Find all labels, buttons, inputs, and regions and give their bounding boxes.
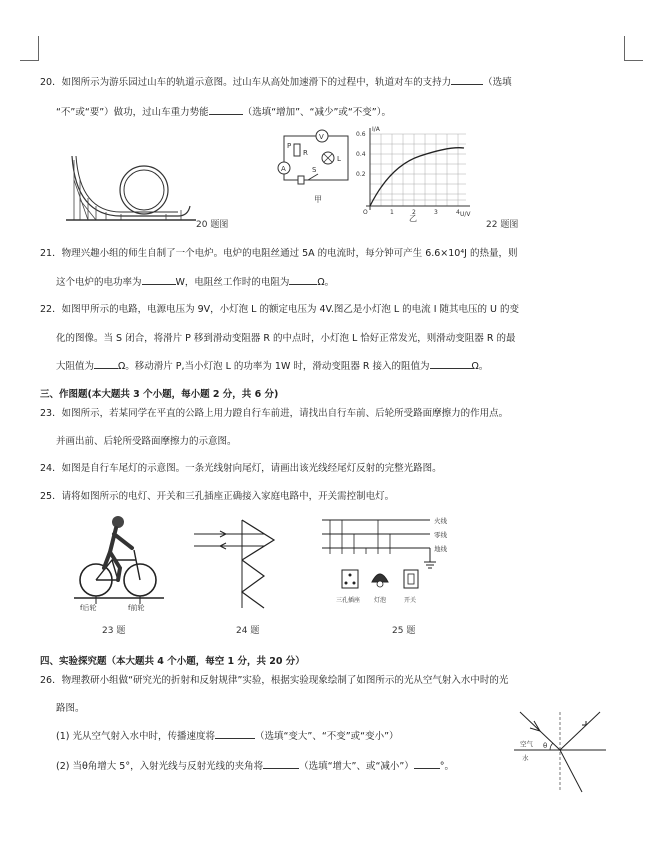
graph-y-tick: 0.6	[356, 131, 366, 138]
q26-text: （选填“增大”、或“减小”）	[299, 761, 414, 772]
label-neutral: 零线	[434, 531, 447, 539]
graph-x-tick: 4	[456, 209, 460, 216]
refracted-ray	[560, 750, 582, 792]
iu-curve	[370, 148, 464, 206]
f-front-label: f前轮	[128, 604, 145, 612]
coaster-track-outer	[72, 156, 190, 216]
q22-blank-1[interactable]	[94, 368, 118, 369]
graph-x-tick: 3	[434, 209, 438, 216]
circuit-diagram-jia	[278, 124, 358, 192]
q20-line2	[56, 104, 391, 118]
caption-25: 25 题	[392, 626, 416, 636]
graph-origin: O	[363, 209, 368, 216]
ground-symbol	[424, 562, 436, 568]
q23-line2: 并画出前、后轮所受路面摩擦力的示意图。	[56, 436, 237, 447]
q23-line1: 23．如图所示，若某同学在平直的公路上用力蹬自行车前进，请找出自行车前、后轮所受路面摩擦力的作用点。	[40, 408, 509, 419]
q26-text: °。	[439, 761, 455, 772]
q21-blank-2[interactable]	[289, 284, 317, 285]
graph-y-label: I/A	[372, 126, 380, 133]
q22-line1: 22．如图甲所示的电路，电源电压为 9V，小灯泡 L 的额定电压为 4V.图乙是小灯泡 L 的电流 I 随其电压的 U 的变	[40, 304, 520, 315]
q21-text: W，电阻丝工作时的电阻为	[175, 277, 290, 288]
label-water: 水	[522, 754, 529, 762]
q22-text: 大阻值为	[56, 361, 95, 372]
q21-line2	[56, 274, 334, 288]
q20-text: “不”或“要”）做功，过山车重力势能	[56, 107, 209, 118]
socket-box	[342, 570, 358, 588]
q22-blank-2[interactable]	[430, 368, 472, 369]
label-v: V	[319, 133, 324, 141]
coaster-supports	[74, 160, 181, 220]
graph-x-tick: 1	[390, 209, 394, 216]
q21-blank-1[interactable]	[142, 284, 176, 285]
caption-jia: 甲	[314, 195, 322, 204]
caption-yi: 乙	[409, 214, 417, 223]
reflector-prism-1	[242, 520, 274, 560]
label-p: P	[287, 142, 292, 150]
refraction-figure	[510, 708, 610, 794]
q20-line1	[40, 74, 512, 88]
coaster-loop-outer	[120, 166, 168, 214]
q26-blank-3[interactable]	[414, 768, 440, 769]
q22-text: Ω。	[471, 361, 489, 372]
label-s: S	[312, 166, 317, 174]
f-rear-label: f后轮	[80, 604, 97, 612]
q20-blank-2[interactable]	[209, 114, 243, 115]
caption-20: 20 题图	[196, 220, 229, 230]
q21-text: Ω。	[317, 277, 335, 288]
q20-text: （选填	[483, 77, 512, 88]
label-lamp: 灯泡	[374, 597, 387, 604]
reflected-ray	[560, 712, 600, 750]
section3-heading: 三、作图题(本大题共 3 个小题，每小题 2 分，共 6 分)	[40, 389, 279, 400]
corner-mark-left	[20, 36, 39, 61]
q26-text: （选填“变大”、“不变”或“变小”）	[254, 731, 399, 742]
q26-text: (2) 当θ角增大 5°，入射光线与反射光线的夹角将	[56, 761, 264, 772]
corner-mark-right	[624, 36, 643, 61]
battery	[298, 176, 304, 184]
rider-head	[112, 516, 124, 528]
label-l: L	[337, 155, 341, 163]
caption-23: 23 题	[102, 626, 126, 636]
q21-text: 这个电炉的电功率为	[56, 277, 142, 288]
iu-graph-yi	[356, 126, 472, 218]
q25-line1: 25．请将如图所示的电灯、开关和三孔插座正确接入家庭电路中，开关需控制电灯。	[40, 491, 395, 502]
label-live: 火线	[434, 517, 447, 525]
q22-line2: 化的图像。当 S 闭合，将滑片 P 移到滑动变阻器 R 的中点时，小灯泡 L 恰好正常发光，则滑动变阻器 R 的最	[56, 333, 516, 344]
label-switch: 开关	[404, 597, 417, 604]
label-socket: 三孔插座	[336, 597, 361, 604]
label-a: A	[281, 165, 286, 173]
label-r: R	[303, 149, 308, 157]
reflector-prism-2	[242, 560, 264, 608]
section4-heading: 四、实验探究题（本大题共 4 个小题，每空 1 分，共 20 分）	[40, 656, 305, 667]
label-theta: θ	[543, 742, 548, 750]
angle-arc	[550, 743, 553, 750]
q22-text: Ω。移动滑片 P,当小灯泡 L 的功率为 1W 时，滑动变阻器 R 接入的阻值为	[118, 361, 430, 372]
coaster-loop-inner	[124, 170, 164, 210]
graph-grid	[370, 134, 466, 206]
graph-y-tick: 0.4	[356, 151, 366, 158]
q26-sub2	[56, 758, 454, 772]
q26-blank-2[interactable]	[263, 768, 299, 769]
q26-sub1	[56, 728, 399, 742]
switch-s	[308, 174, 318, 180]
caption-22: 22 题图	[486, 220, 519, 230]
q20-blank-1[interactable]	[451, 84, 483, 85]
household-circuit-figure	[322, 514, 470, 618]
label-air: 空气	[520, 740, 533, 748]
tail-light-figure	[194, 516, 280, 612]
graph-y-tick: 0.2	[356, 171, 366, 178]
lamp-bulb	[377, 581, 383, 587]
caption-24: 24 题	[236, 626, 260, 636]
q26-line1: 26．物理教研小组做“研究光的折射和反射规律”实验，根据实验现象绘制了如图所示的光从空气射入水中时的光	[40, 675, 509, 686]
roller-coaster-figure	[66, 150, 196, 230]
label-ground: 地线	[434, 545, 447, 553]
q20-text: （选填“增加”、“减少”或“不变”）。	[242, 107, 391, 118]
q26-text: (1) 光从空气射入水中时，传播速度将	[56, 731, 215, 742]
q24-line1: 24．如图是自行车尾灯的示意图。一条光线射向尾灯，请画出该光线经尾灯反射的完整光路图。	[40, 463, 442, 474]
graph-x-tick: 2	[412, 209, 416, 216]
q21-line1: 21．物理兴趣小组的师生自制了一个电炉。电炉的电阻丝通过 5A 的电流时，每分钟可产生 6.6×10⁴J 的热量，则	[40, 248, 518, 259]
reflected-arrow	[582, 721, 586, 725]
q26-blank-1[interactable]	[215, 738, 255, 739]
graph-x-label: U/V	[460, 211, 471, 218]
rheostat-r	[294, 144, 300, 156]
rider-body	[104, 528, 132, 580]
bicycle-figure	[74, 512, 164, 612]
drop-lines	[330, 520, 390, 554]
q20-text: 20．如图所示为游乐园过山车的轨道示意图。过山车从高处加速滑下的过程中，轨道对车的支持力	[40, 77, 452, 88]
q26-line2: 路图。	[56, 703, 85, 714]
q22-line3	[56, 358, 488, 372]
